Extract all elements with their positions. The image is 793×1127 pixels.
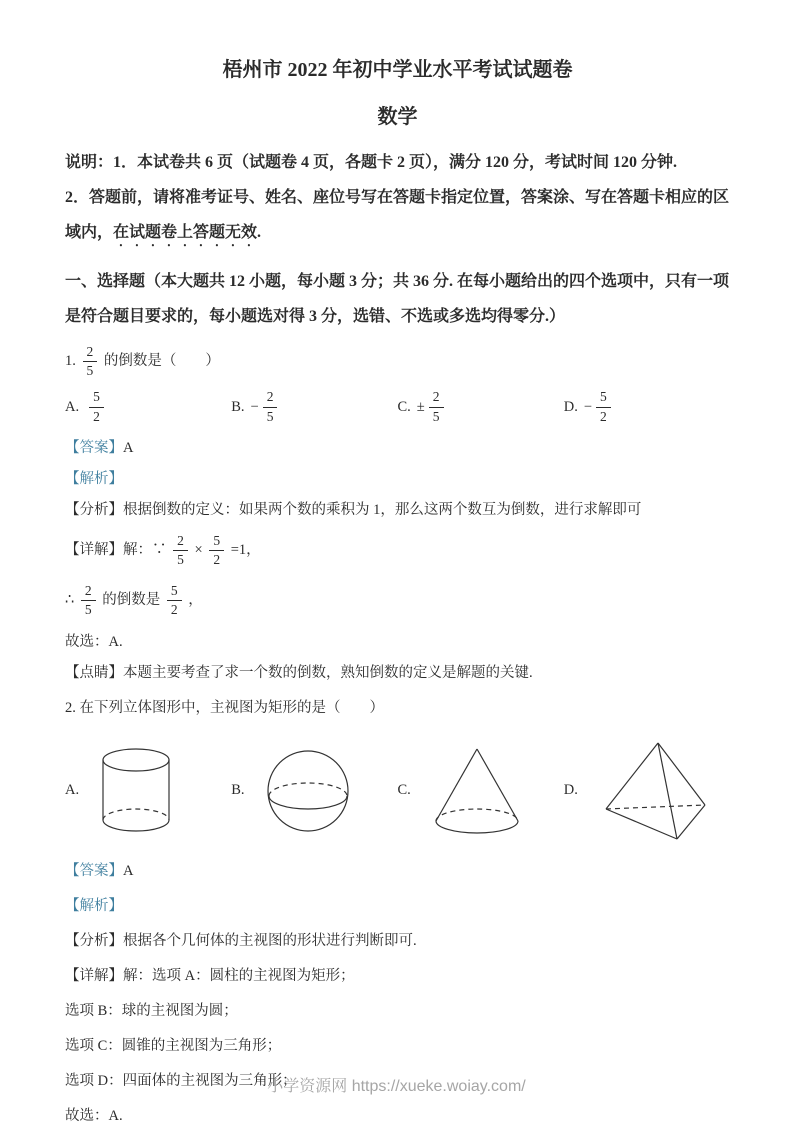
cone-figure — [433, 745, 521, 837]
q1-answer-value: A — [123, 439, 134, 456]
q2-detail-line-2: 选项 B：球的主视图为圆； — [65, 1002, 238, 1019]
q1-option-a-fraction: $\frac{5}{2}$ — [89, 389, 104, 424]
question-2-stem — [65, 697, 730, 719]
note-line-1: 说明：1．本试卷共 6 页（试题卷 4 页，各题卡 2 页），满分 120 分，考试时间 120 分钟. — [65, 154, 678, 171]
q2-jiexi-label: 【解析】 — [65, 897, 123, 914]
q1-option-d-fraction: $\frac{5}{2}$ — [596, 389, 611, 424]
q2-detail-line-1: 【详解】解：选项 A：圆柱的主视图为矩形； — [65, 967, 355, 984]
q2-stem-text: 在下列立体图形中，主视图为矩形的是（ ） — [79, 699, 384, 716]
q2-number: 2. — [65, 699, 76, 716]
q1-detail-fraction-1: $\frac{2}{5}$ — [173, 533, 188, 568]
sphere-figure — [267, 747, 349, 835]
question-1-stem — [65, 341, 730, 382]
q2-fenxi: 【分析】根据各个几何体的主视图的形状进行判断即可. — [65, 932, 417, 949]
q2-detail-line-3: 选项 C：圆锥的主视图为三角形； — [65, 1037, 282, 1054]
q2-figure-c: C. — [398, 735, 564, 847]
exam-notes — [65, 145, 730, 250]
q2-figure-a: A. — [65, 735, 231, 847]
q1-conclusion-fraction-2: $\frac{5}{2}$ — [167, 583, 182, 618]
note-line-2-lead: 2．答题前，请将准考证号、姓名、座位号写在答题卡指定位置，答案涂、写在答题卡相应的区域内， — [65, 189, 730, 241]
q1-conclusion-fraction-1: $\frac{2}{5}$ — [81, 583, 96, 618]
q2-answer-row — [65, 860, 730, 882]
q1-conclusion-equation: ∴ $\frac{2}{5}$ 的倒数是 $\frac{5}{2}$ ， — [65, 583, 203, 618]
q1-detail-fraction-2: $\frac{5}{2}$ — [209, 533, 224, 568]
q1-dianjing: 【点睛】本题主要考查了求一个数的倒数，熟知倒数的定义是解题的关键. — [65, 664, 533, 681]
q2-figures-row — [65, 735, 730, 847]
q1-option-d: D. − $\frac{5}{2}$ — [564, 386, 730, 427]
q1-option-c: C. ± $\frac{2}{5}$ — [398, 386, 564, 427]
q1-number: 1. — [65, 353, 76, 370]
q1-options-row — [65, 386, 730, 427]
q2-detail-line-4: 选项 D：四面体的主视图为三角形； — [65, 1072, 297, 1089]
q1-option-b: B. − $\frac{2}{5}$ — [231, 386, 397, 427]
section-1-heading: 一、选择题（本大题共 12 小题，每小题 3 分；共 36 分. 在每小题给出的四个选项中，只有一项是符合题目要求的，每小题选对得 3 分，选错、不选或多选均得零分.） — [65, 273, 730, 325]
q1-answer-label: 【答案】 — [65, 439, 123, 456]
tetrahedron-figure — [600, 739, 712, 843]
q2-figure-d: D. — [564, 735, 730, 847]
q1-option-b-fraction: $\frac{2}{5}$ — [263, 389, 278, 424]
q2-answer-value: A — [123, 862, 134, 879]
q1-answer-row — [65, 437, 730, 459]
q1-stem-text: 的倒数是（ ） — [103, 353, 220, 370]
page-title: 梧州市 2022 年初中学业水平考试试题卷 — [222, 59, 573, 81]
q1-option-a: A. $\frac{5}{2}$ — [65, 386, 231, 427]
q1-fenxi: 【分析】根据倒数的定义：如果两个数的乘积为 1，那么这两个数互为倒数，进行求解即可 — [65, 501, 642, 518]
q1-detail-equation: 【详解】解：∵ $\frac{2}{5}$ × $\frac{5}{2}$ =1， — [65, 532, 261, 567]
q1-jiexi-row — [65, 468, 730, 490]
subject-title: 数学 — [377, 106, 418, 128]
q2-jiexi-row — [65, 895, 730, 917]
q1-option-c-fraction: $\frac{2}{5}$ — [429, 389, 444, 424]
q1-stem-fraction: $\frac{2}{5}$ — [83, 344, 98, 379]
q2-guxuan: 故选：A. — [65, 1107, 123, 1124]
note-line-2 — [65, 180, 730, 250]
q1-jiexi-label: 【解析】 — [65, 470, 123, 487]
watermark-footer: 小学资源网 https://xueke.woiay.com/ — [267, 1078, 526, 1095]
cylinder-figure — [101, 747, 171, 835]
q1-guxuan: 故选：A. — [65, 633, 123, 650]
q2-answer-label: 【答案】 — [65, 862, 123, 879]
q2-figure-b: B. — [231, 735, 397, 847]
note-line-2-tail: . — [257, 224, 262, 241]
note-line-2-emphasized: 在试题卷上答题无效 — [113, 224, 258, 241]
multiply-sign: × — [194, 541, 203, 558]
